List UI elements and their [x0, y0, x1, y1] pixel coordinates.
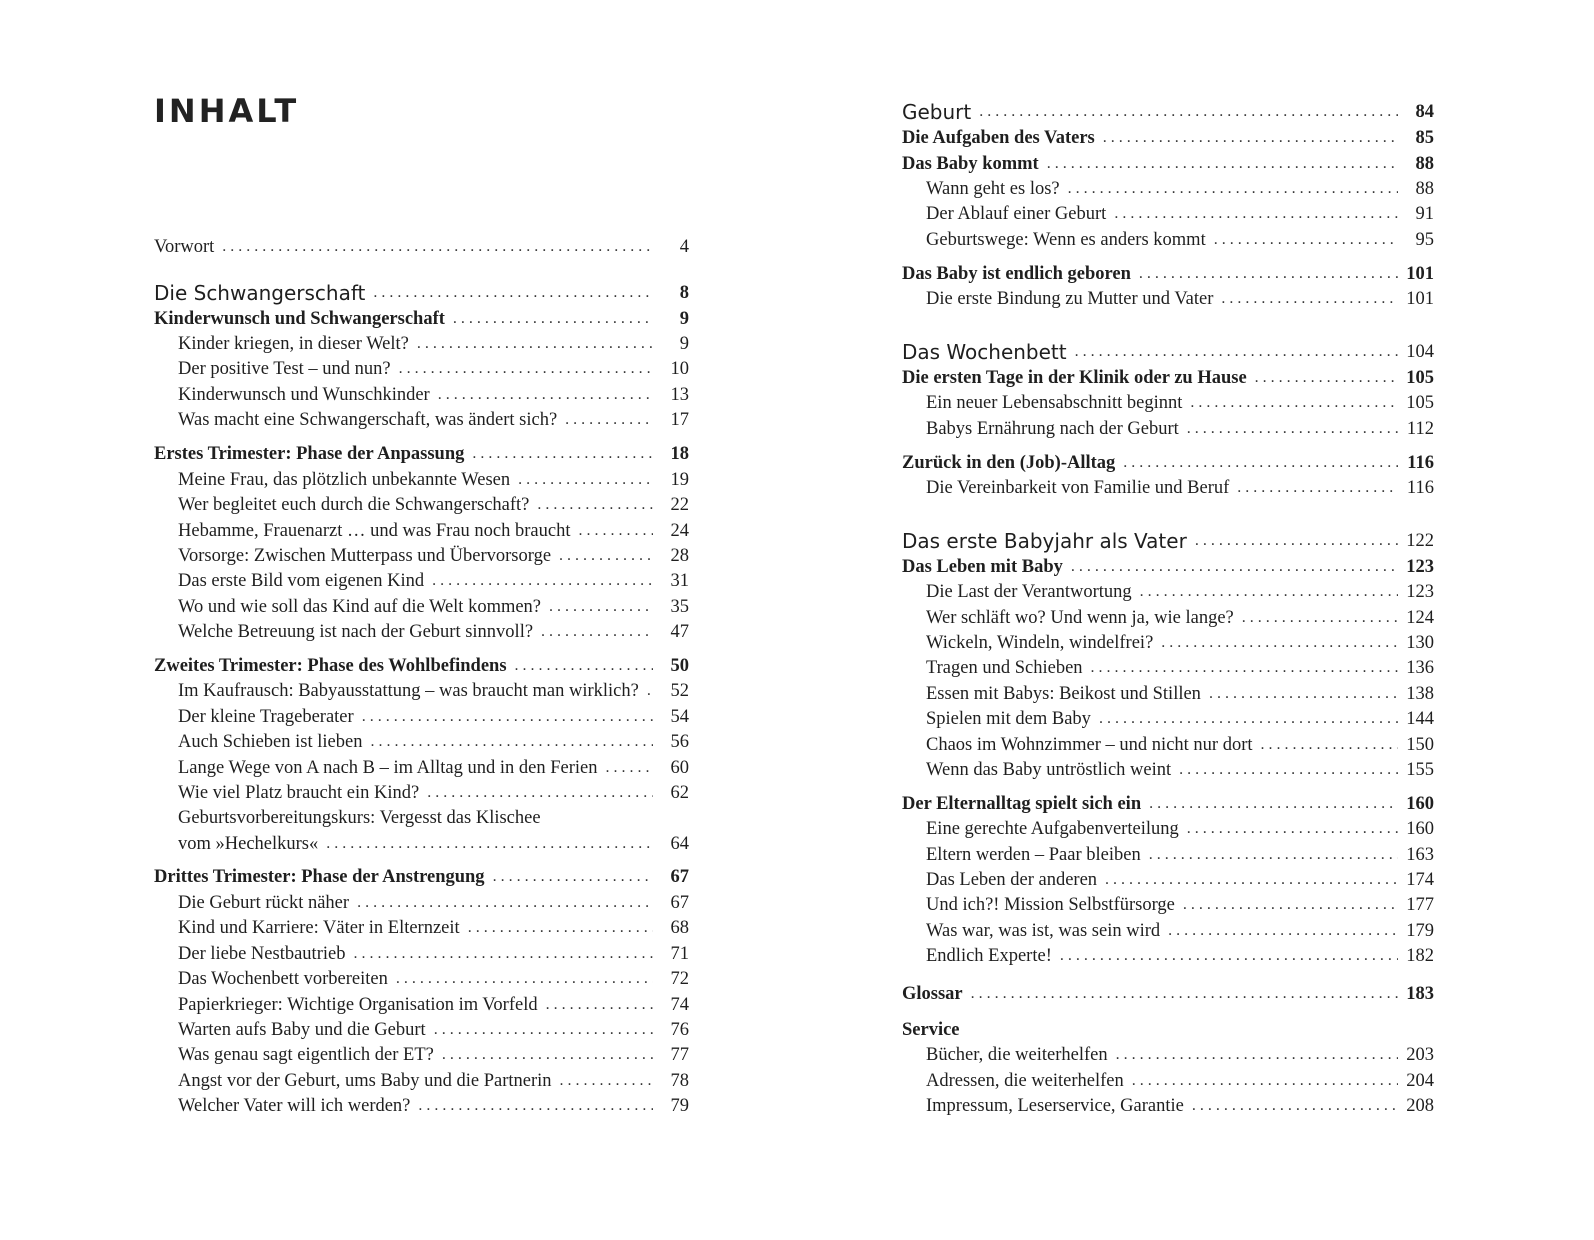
toc-entry-label: Auch Schieben ist lieben	[178, 732, 363, 752]
dot-leader	[1190, 391, 1398, 415]
toc-entry	[178, 355, 689, 381]
toc-entry-page: 204	[1406, 1071, 1434, 1091]
dot-leader	[1255, 366, 1398, 390]
toc-entry	[178, 381, 689, 407]
toc-entry-label: Wer schläft wo? Und wenn ja, wie lange?	[926, 608, 1234, 628]
toc-entry	[154, 305, 689, 331]
toc-entry-page: 64	[670, 834, 689, 854]
toc-entry-page: 104	[1406, 342, 1434, 362]
toc-entry-page: 112	[1406, 419, 1434, 439]
toc-entry-page: 74	[670, 995, 689, 1015]
dot-leader	[979, 100, 1398, 124]
toc-entry	[178, 593, 689, 619]
toc-entry-label: Die erste Bindung zu Mutter und Vater	[926, 289, 1214, 309]
dot-leader	[541, 620, 653, 644]
toc-entry-label: Geburtsvorbereitungskurs: Vergesst das Klischee	[178, 808, 541, 828]
toc-entry-page: 54	[670, 707, 689, 727]
toc-entry-page: 68	[670, 918, 689, 938]
dot-leader	[1195, 529, 1398, 553]
toc-entry-label: Wann geht es los?	[926, 179, 1060, 199]
toc-entry-page: 183	[1406, 984, 1434, 1004]
dot-leader	[1139, 262, 1398, 286]
toc-entry-label: Meine Frau, das plötzlich unbekannte Wesen	[178, 470, 511, 490]
toc-entry-label: vom »Hechelkurs«	[178, 834, 319, 854]
toc-entry-label: Impressum, Leserservice, Garantie	[926, 1096, 1184, 1116]
toc-entry	[178, 889, 689, 915]
toc-entry-label: Hebamme, Frauenarzt … und was Frau noch braucht	[178, 521, 571, 541]
toc-entry-page: 78	[670, 1071, 689, 1091]
toc-entry-page: 9	[679, 334, 689, 354]
toc-entry-page: 138	[1406, 684, 1434, 704]
toc-entry	[178, 1016, 689, 1042]
toc-entry	[154, 652, 689, 678]
toc-entry-page: 160	[1406, 794, 1434, 814]
toc-entry	[926, 1067, 1434, 1093]
dot-leader	[1168, 919, 1398, 943]
toc-entry-page: 8	[679, 283, 689, 303]
toc-entry-label: Der Ablauf einer Geburt	[926, 204, 1107, 224]
toc-entry-page: 182	[1406, 946, 1434, 966]
dot-leader	[647, 679, 653, 703]
toc-entry-page: 56	[670, 732, 689, 752]
dot-leader	[1105, 868, 1398, 892]
toc-entry-label: Das erste Bild vom eigenen Kind	[178, 571, 425, 591]
toc-entry	[178, 804, 689, 830]
toc-entry	[926, 756, 1434, 782]
toc-entry	[902, 449, 1434, 475]
toc-entry-page: 52	[670, 681, 689, 701]
toc-entry	[926, 654, 1434, 680]
dot-leader	[453, 307, 653, 331]
toc-entry	[926, 815, 1434, 841]
dot-leader	[468, 916, 653, 940]
toc-entry-label: Zurück in den (Job)-Alltag	[902, 453, 1116, 473]
toc-entry	[902, 338, 1434, 364]
toc-entry-label: Die Vereinbarkeit von Familie und Beruf	[926, 478, 1230, 498]
dot-leader	[442, 1043, 653, 1067]
dot-leader	[1261, 733, 1398, 757]
toc-entry-label: Wie viel Platz braucht ein Kind?	[178, 783, 420, 803]
toc-entry	[902, 553, 1434, 579]
dot-leader	[1149, 843, 1398, 867]
toc-entry	[902, 527, 1434, 553]
dot-leader	[1192, 1094, 1398, 1118]
toc-entry	[902, 1016, 1434, 1042]
toc-entry	[178, 754, 689, 780]
toc-entry-page: 4	[679, 237, 689, 257]
toc-entry-label: Die Aufgaben des Vaters	[902, 128, 1095, 148]
dot-leader	[1132, 1069, 1398, 1093]
toc-entry	[926, 285, 1434, 311]
toc-entry	[902, 260, 1434, 286]
toc-entry	[178, 491, 689, 517]
toc-entry-label: Kind und Karriere: Väter in Elternzeit	[178, 918, 460, 938]
toc-entry	[926, 604, 1434, 630]
toc-entry-page: 60	[670, 758, 689, 778]
dot-leader	[565, 408, 653, 432]
toc-entry	[154, 233, 689, 259]
toc-entry-page: 84	[1415, 102, 1434, 122]
toc-entry-page: 31	[670, 571, 689, 591]
toc-entry-label: Der liebe Nestbautrieb	[178, 944, 346, 964]
toc-entry	[178, 940, 689, 966]
toc-entry-label: Welche Betreuung ist nach der Geburt sinnvoll?	[178, 622, 534, 642]
toc-entry	[178, 406, 689, 432]
toc-entry	[902, 364, 1434, 390]
dot-leader	[1237, 476, 1398, 500]
toc-entry-label: Ein neuer Lebensabschnitt beginnt	[926, 393, 1183, 413]
dot-leader	[432, 569, 653, 593]
dot-leader	[1242, 606, 1398, 630]
toc-entry-label: Kinder kriegen, in dieser Welt?	[178, 334, 409, 354]
toc-entry-label: Wickeln, Windeln, windelfrei?	[926, 633, 1154, 653]
toc-entry-label: Kinderwunsch und Wunschkinder	[178, 385, 430, 405]
dot-leader	[1123, 451, 1398, 475]
toc-entry-label: Und ich?! Mission Selbstfürsorge	[926, 895, 1175, 915]
toc-entry-page: 101	[1406, 264, 1434, 284]
toc-entry-page: 116	[1406, 478, 1434, 498]
dot-leader	[578, 519, 653, 543]
dot-leader	[1103, 126, 1398, 150]
toc-entry	[926, 629, 1434, 655]
toc-entry-label: Papierkrieger: Wichtige Organisation im Vorfeld	[178, 995, 538, 1015]
dot-leader	[434, 1018, 653, 1042]
toc-entry-page: 105	[1406, 393, 1434, 413]
toc-entry-page: 163	[1406, 845, 1434, 865]
toc-entry	[178, 830, 689, 856]
toc-entry	[154, 279, 689, 305]
toc-entry-label: Welcher Vater will ich werden?	[178, 1096, 411, 1116]
toc-entry-label: Spielen mit dem Baby	[926, 709, 1091, 729]
toc-entry-label: Was macht eine Schwangerschaft, was ändert sich?	[178, 410, 558, 430]
dot-leader	[560, 1069, 653, 1093]
toc-entry-label: Lange Wege von A nach B – im Alltag und in den Ferien	[178, 758, 598, 778]
toc-entry-page: 177	[1406, 895, 1434, 915]
toc-entry-label: Das Leben der anderen	[926, 870, 1098, 890]
toc-entry-page: 18	[670, 444, 689, 464]
dot-leader	[1068, 177, 1398, 201]
toc-entry	[926, 942, 1434, 968]
toc-entry	[926, 175, 1434, 201]
dot-leader	[1179, 758, 1398, 782]
dot-leader	[326, 832, 653, 856]
toc-entry-page: 208	[1406, 1096, 1434, 1116]
toc-entry	[178, 965, 689, 991]
toc-entry-label: Die Schwangerschaft	[154, 281, 366, 305]
toc-entry-page: 28	[670, 546, 689, 566]
toc-entry	[178, 677, 689, 703]
toc-entry-page: 155	[1406, 760, 1434, 780]
toc-entry-label: Angst vor der Geburt, ums Baby und die Partnerin	[178, 1071, 552, 1091]
toc-entry-label: Essen mit Babys: Beikost und Stillen	[926, 684, 1201, 704]
toc-entry-page: 179	[1406, 921, 1434, 941]
toc-entry-label: Adressen, die weiterhelfen	[926, 1071, 1124, 1091]
toc-entry-page: 22	[670, 495, 689, 515]
toc-entry-page: 150	[1406, 735, 1434, 755]
toc-entry-label: Das Baby ist endlich geboren	[902, 264, 1131, 284]
dot-leader	[357, 891, 653, 915]
toc-entry	[902, 98, 1434, 124]
toc-entry	[178, 1067, 689, 1093]
toc-entry-page: 122	[1406, 531, 1434, 551]
toc-entry-label: Kinderwunsch und Schwangerschaft	[154, 309, 445, 329]
toc-entry	[178, 618, 689, 644]
toc-entry-label: Bücher, die weiterhelfen	[926, 1045, 1108, 1065]
toc-entry	[178, 1092, 689, 1118]
dot-leader	[427, 781, 653, 805]
dot-leader	[1075, 340, 1398, 364]
dot-leader	[605, 756, 653, 780]
dot-leader	[417, 332, 653, 356]
dot-leader	[518, 468, 653, 492]
toc-entry	[926, 705, 1434, 731]
dot-leader	[493, 865, 653, 889]
toc-entry-page: 47	[670, 622, 689, 642]
toc-entry	[926, 1041, 1434, 1067]
toc-entry-label: Der Elternalltag spielt sich ein	[902, 794, 1142, 814]
toc-entry-label: Wenn das Baby untröstlich weint	[926, 760, 1172, 780]
toc-entry	[178, 991, 689, 1017]
toc-entry	[926, 841, 1434, 867]
dot-leader	[1071, 555, 1398, 579]
toc-entry-label: Die Last der Verantwortung	[926, 582, 1132, 602]
toc-entry	[178, 728, 689, 754]
dot-leader	[472, 442, 653, 466]
toc-entry-label: Das Leben mit Baby	[902, 557, 1063, 577]
toc-entry-page: 72	[670, 969, 689, 989]
toc-entry-page: 79	[670, 1096, 689, 1116]
toc-entry	[926, 731, 1434, 757]
toc-entry	[902, 790, 1434, 816]
dot-leader	[353, 942, 653, 966]
toc-entry-label: Vorwort	[154, 237, 215, 257]
toc-entry-label: Warten aufs Baby und die Geburt	[178, 1020, 426, 1040]
dot-leader	[362, 705, 653, 729]
dot-leader	[1047, 152, 1398, 176]
toc-entry	[926, 389, 1434, 415]
dot-leader	[1214, 228, 1398, 252]
dot-leader	[1187, 417, 1398, 441]
toc-entry-page: 203	[1406, 1045, 1434, 1065]
toc-entry	[926, 891, 1434, 917]
dot-leader	[1091, 656, 1398, 680]
toc-entry-page: 24	[670, 521, 689, 541]
toc-entry-label: Babys Ernährung nach der Geburt	[926, 419, 1179, 439]
toc-entry-label: Drittes Trimester: Phase der Anstrengung	[154, 867, 485, 887]
toc-entry-page: 123	[1406, 582, 1434, 602]
toc-entry	[178, 567, 689, 593]
toc-entry	[926, 866, 1434, 892]
toc-entry-page: 35	[670, 597, 689, 617]
toc-entry-page: 77	[670, 1045, 689, 1065]
toc-entry-label: Das Wochenbett	[902, 340, 1067, 364]
toc-entry-page: 10	[670, 359, 689, 379]
toc-entry-page: 123	[1406, 557, 1434, 577]
dot-leader	[222, 235, 653, 259]
toc-entry-label: Im Kaufrausch: Babyausstattung – was braucht man wirklich?	[178, 681, 639, 701]
toc-entry-page: 50	[670, 656, 689, 676]
toc-entry	[178, 779, 689, 805]
toc-entry-label: Endlich Experte!	[926, 946, 1052, 966]
toc-entry	[154, 440, 689, 466]
dot-leader	[396, 967, 653, 991]
toc-entry	[902, 980, 1434, 1006]
toc-entry-page: 95	[1415, 230, 1434, 250]
toc-entry	[926, 680, 1434, 706]
toc-entry-label: Geburtswege: Wenn es anders kommt	[926, 230, 1206, 250]
toc-entry-label: Wer begleitet euch durch die Schwangerschaft?	[178, 495, 530, 515]
toc-entry-page: 19	[670, 470, 689, 490]
toc-entry-page: 67	[670, 893, 689, 913]
dot-leader	[370, 730, 653, 754]
toc-entry	[178, 330, 689, 356]
toc-entry-page: 144	[1406, 709, 1434, 729]
toc-entry	[926, 1092, 1434, 1118]
toc-entry-page: 116	[1407, 453, 1434, 473]
toc-entry	[178, 703, 689, 729]
dot-leader	[438, 383, 653, 407]
toc-entry-page: 174	[1406, 870, 1434, 890]
dot-leader	[1140, 580, 1398, 604]
toc-entry-label: Was genau sagt eigentlich der ET?	[178, 1045, 434, 1065]
toc-entry	[178, 1041, 689, 1067]
toc-entry-label: Die Geburt rückt näher	[178, 893, 350, 913]
toc-entry-page: 76	[670, 1020, 689, 1040]
toc-entry-label: Das erste Babyjahr als Vater	[902, 529, 1187, 553]
toc-entry-label: Service	[902, 1020, 960, 1040]
toc-entry	[902, 150, 1434, 176]
toc-entry-label: Eine gerechte Aufgabenverteilung	[926, 819, 1179, 839]
toc-entry	[926, 226, 1434, 252]
toc-entry	[926, 474, 1434, 500]
toc-entry-page: 9	[679, 309, 689, 329]
toc-entry-page: 85	[1415, 128, 1434, 148]
toc-title: INHALT	[154, 92, 300, 130]
toc-entry-label: Eltern werden – Paar bleiben	[926, 845, 1141, 865]
toc-entry-label: Geburt	[902, 100, 972, 124]
toc-entry-page: 67	[670, 867, 689, 887]
dot-leader	[971, 982, 1398, 1006]
toc-entry-label: Vorsorge: Zwischen Mutterpass und Übervorsorge	[178, 546, 552, 566]
toc-entry-page: 71	[670, 944, 689, 964]
toc-entry-page: 124	[1406, 608, 1434, 628]
toc-entry-page: 91	[1415, 204, 1434, 224]
toc-entry-label: Erstes Trimester: Phase der Anpassung	[154, 444, 465, 464]
dot-leader	[1187, 817, 1398, 841]
toc-entry	[154, 863, 689, 889]
dot-leader	[549, 595, 653, 619]
dot-leader	[1149, 792, 1398, 816]
toc-entry-page: 105	[1406, 368, 1434, 388]
dot-leader	[537, 493, 653, 517]
toc-entry-label: Der kleine Trageberater	[178, 707, 354, 727]
toc-entry	[926, 415, 1434, 441]
toc-entry-page: 88	[1415, 179, 1434, 199]
toc-entry-page: 160	[1406, 819, 1434, 839]
toc-entry-label: Die ersten Tage in der Klinik oder zu Hause	[902, 368, 1247, 388]
toc-entry-label: Was war, was ist, was sein wird	[926, 921, 1161, 941]
toc-entry-label: Tragen und Schieben	[926, 658, 1083, 678]
toc-entry-page: 130	[1406, 633, 1434, 653]
dot-leader	[1116, 1043, 1398, 1067]
toc-entry-label: Der positive Test – und nun?	[178, 359, 391, 379]
toc-entry-page: 13	[670, 385, 689, 405]
toc-entry-page: 136	[1406, 658, 1434, 678]
toc-entry	[178, 914, 689, 940]
dot-leader	[546, 993, 653, 1017]
dot-leader	[1183, 893, 1398, 917]
toc-entry	[926, 578, 1434, 604]
dot-leader	[515, 654, 653, 678]
toc-entry	[926, 917, 1434, 943]
dot-leader	[1060, 944, 1398, 968]
toc-entry	[178, 542, 689, 568]
dot-leader	[399, 357, 653, 381]
dot-leader	[1114, 202, 1398, 226]
dot-leader	[418, 1094, 653, 1118]
dot-leader	[1221, 287, 1398, 311]
dot-leader	[559, 544, 653, 568]
dot-leader	[1209, 682, 1398, 706]
toc-entry	[902, 124, 1434, 150]
toc-entry-page: 101	[1406, 289, 1434, 309]
dot-leader	[1099, 707, 1398, 731]
dot-leader	[1161, 631, 1398, 655]
toc-entry	[926, 200, 1434, 226]
toc-entry	[178, 466, 689, 492]
toc-entry-label: Das Baby kommt	[902, 154, 1039, 174]
toc-entry-label: Glossar	[902, 984, 963, 1004]
toc-entry-label: Zweites Trimester: Phase des Wohlbefindens	[154, 656, 507, 676]
toc-entry-page: 88	[1415, 154, 1434, 174]
toc-entry-label: Wo und wie soll das Kind auf die Welt kommen?	[178, 597, 542, 617]
dot-leader	[373, 281, 653, 305]
toc-entry-label: Das Wochenbett vorbereiten	[178, 969, 388, 989]
toc-entry-page: 62	[670, 783, 689, 803]
toc-entry-label: Chaos im Wohnzimmer – und nicht nur dort	[926, 735, 1253, 755]
toc-entry	[178, 517, 689, 543]
toc-entry-page: 17	[670, 410, 689, 430]
